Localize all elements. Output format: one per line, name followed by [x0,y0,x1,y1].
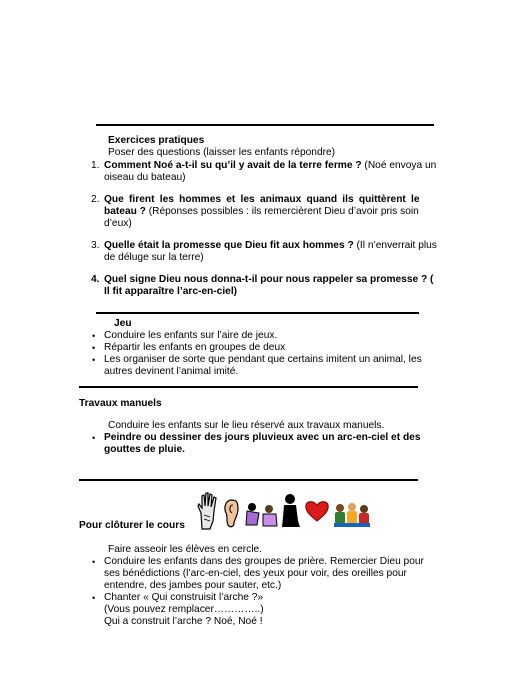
cloture-item-1: Conduire les enfants dans des groupes de prière. Remercier Dieu pour [104,556,424,567]
jeu-heading: Jeu [114,318,132,329]
travaux-item: Peindre ou dessiner des jours pluvieux avec un arc-en-ciel et des [104,432,421,443]
top-rule [96,124,434,126]
jeu-item-2: Répartir les enfants en groupes de deux [104,342,286,353]
jeu-item-3-cont: autres devinent l’animal imité. [104,366,239,377]
children-group-icon [332,501,372,529]
cloture-item-2-cont-2: Qui a construit l’arche ? Noé, Noé ! [104,616,263,627]
question-4-text: Quel signe Dieu nous donna-t-il pour nous rappeler sa promesse ? ( [104,274,434,285]
question-1-answer: (Noé envoya un [361,160,437,171]
question-3-line-2: de déluge sur la terre) [104,252,204,263]
cloture-item-2: Chanter « Qui construisit l’arche ?» [104,592,264,603]
cloture-rule [79,479,418,481]
jeu-rule [96,312,419,314]
question-3-text: Quelle était la promesse que Dieu fit aux hommes ? [104,240,354,251]
cloture-intro: Faire asseoir les élèves en cercle. [108,544,263,555]
exercices-intro: Poser des questions (laisser les enfants répondre) [108,147,336,158]
jeu-item-1: Conduire les enfants sur l’aire de jeux. [104,330,278,341]
question-1-text: Comment Noé a-t-il su qu’il y avait de la terre ferme ? [104,160,362,171]
cloture-heading: Pour clôturer le cours [79,520,185,531]
question-2-answer: (Réponses possibles : ils remercièrent Dieu d’avoir pris soin [145,206,419,217]
cloture-item-2-cont: (Vous pouvez remplacer…………..) [104,604,264,615]
question-2-line-2 [104,206,419,218]
jeu-item-3: Les organiser de sorte que pendant que certains imitent un animal, les [104,354,422,365]
travaux-rule [79,386,418,388]
bullet: • [92,355,96,365]
question-4-text-end: Il fit apparaître l’arc-en-ciel) [104,286,238,297]
question-3-number: 3. [91,240,100,251]
question-2-line-3: d’eux) [104,218,132,229]
kneeling-child-icon [279,493,301,529]
praying-kids-icon [243,501,279,529]
heart-icon [304,499,330,523]
question-4-number: 4. [91,274,100,285]
question-2-text-end: bateau ? [104,206,146,217]
question-1-line-1 [104,160,436,172]
travaux-intro: Conduire les enfants sur le lieu réservé aux travaux manuels. [108,420,385,431]
cloture-item-1-cont-2: entendre, des jambes pour sauter, etc.) [104,580,282,591]
bullet: • [92,557,96,567]
cloture-item-1-cont: ses bénédictions (l’arc-en-ciel, des yeux pour voir, des oreilles pour [104,568,407,579]
travaux-item-cont: gouttes de pluie. [104,444,185,455]
question-1-number: 1. [91,160,100,171]
bullet: • [92,331,96,341]
question-3-answer: (Il n’enverrait plus [353,240,437,251]
bullet: • [92,433,96,443]
hand-icon [196,491,220,531]
exercices-heading: Exercices pratiques [108,135,205,146]
ear-icon [222,497,240,529]
bullet: • [92,593,96,603]
clip-art-row [196,491,376,537]
question-1-line-2: oiseau du bateau) [104,172,186,183]
question-2-text: Que firent les hommes et les animaux quand ils quittèrent le [104,194,420,205]
travaux-heading: Travaux manuels [79,398,162,409]
question-3-line-1 [104,240,437,252]
question-2-number: 2. [91,194,100,205]
bullet: • [92,343,96,353]
